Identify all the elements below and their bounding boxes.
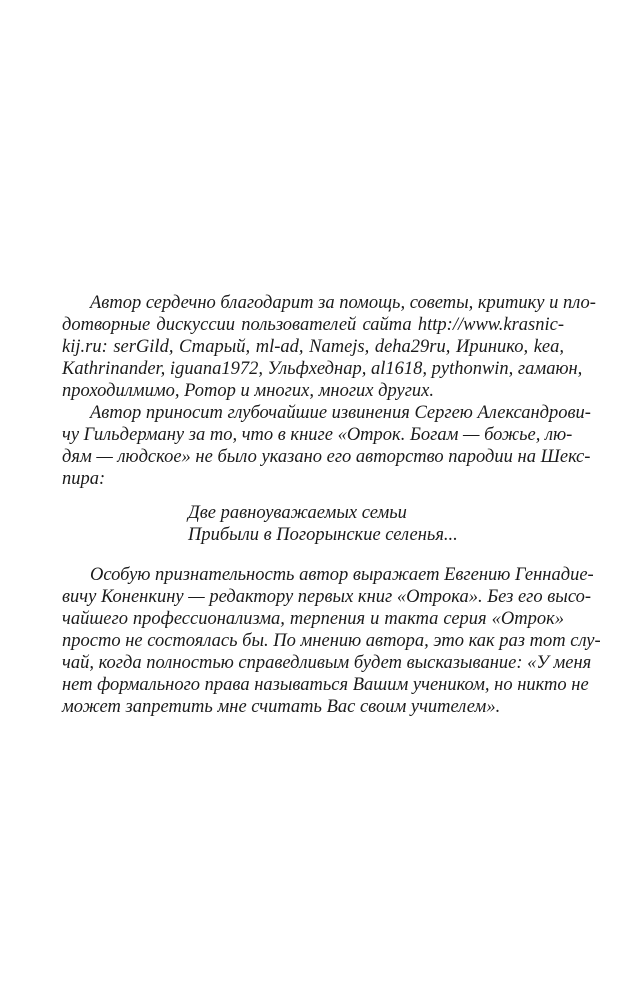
paragraph-3-line: вичу Коненкину — редактору первых книг «Отрока». Без его высо- [62, 587, 591, 607]
poem-line: Две равноуважаемых семьи [188, 503, 407, 523]
paragraph-3-line: просто не состоялась бы. По мнению автора, это как раз тот слу- [62, 631, 601, 651]
paragraph-2-line: Автор приносит глубочайшие извинения Сергею Александрови- [90, 403, 591, 423]
paragraph-3-line: чай, когда полностью справедливым будет высказывание: «У меня [62, 653, 592, 673]
paragraph-2-line: пира: [62, 469, 106, 489]
paragraph-1-line: Автор сердечно благодарит за помощь, советы, критику и пло- [90, 293, 596, 313]
paragraph-3-line: может запретить мне считать Вас своим учителем». [62, 697, 501, 717]
paragraph-3-line: нет формального права называться Вашим учеником, но никто не [62, 675, 589, 695]
paragraph-1-line: проходилмимо, Ротор и многих, многих других. [62, 381, 434, 401]
paragraph-2-line: дям — людское» не было указано его авторство пародии на Шекс- [62, 447, 591, 467]
poem-line: Прибыли в Погорынские селенья... [188, 525, 458, 545]
paragraph-3-line: чайшего профессионализма, терпения и такта серия «Отрок» [62, 609, 564, 629]
paragraph-1-line: Kathrinander, iguana1972, Ульфхеднар, al1618, pythonwin, гамаюн, [62, 359, 583, 379]
paragraph-1-line: kij.ru: serGild, Старый, ml-ad, Namejs, deha29ru, Иринико, kea, [62, 337, 564, 357]
paragraph-3-line: Особую признательность автор выражает Евгению Геннадие- [90, 565, 594, 585]
paragraph-1-line: дотворные дискуссии пользователей сайта http://www.krasnic- [62, 315, 564, 335]
paragraph-2-line: чу Гильдерману за то, что в книге «Отрок. Богам — божье, лю- [62, 425, 573, 445]
